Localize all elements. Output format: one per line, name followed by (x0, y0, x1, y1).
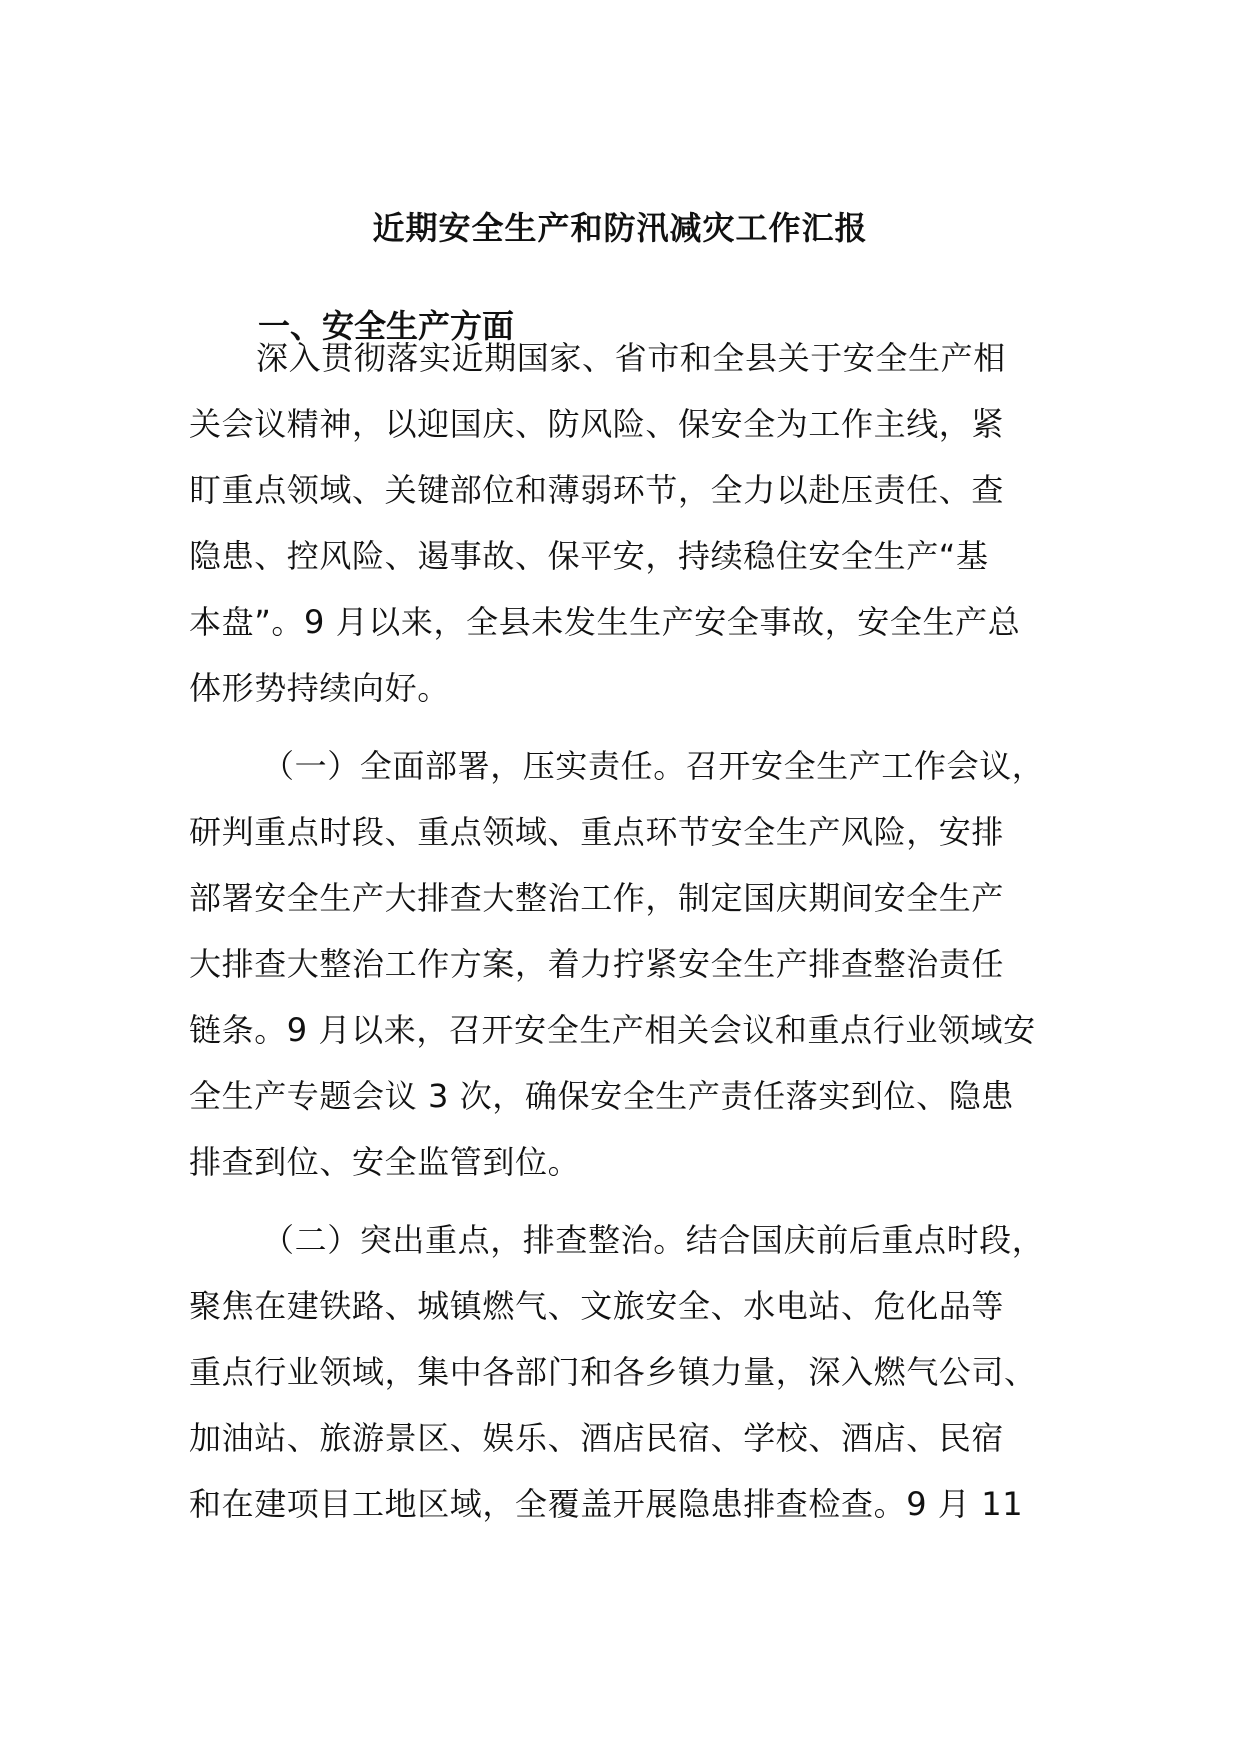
paragraph-1-line: 深入贯彻落实近期国家、省市和全县关于安全生产相 (256, 339, 1006, 377)
paragraph-3-line: 聚焦在建铁路、城镇燃气、文旅安全、水电站、危化品等 (189, 1287, 1005, 1325)
paragraph-1-line: 隐患、控风险、遏事故、保平安，持续稳住安全生产“基 (189, 537, 989, 575)
paragraph-3-line: 重点行业领域，集中各部门和各乡镇力量，深入燃气公司、 (189, 1353, 1037, 1391)
document-title: 近期安全生产和防汛减灾工作汇报 (372, 209, 868, 247)
paragraph-1-line: 关会议精神，以迎国庆、防风险、保安全为工作主线，紧 (189, 405, 1005, 443)
paragraph-3-line: 和在建项目工地区域，全覆盖开展隐患排查检查。9 月 11 (189, 1485, 1024, 1523)
paragraph-2-line: 链条。9 月以来，召开安全生产相关会议和重点行业领域安 (189, 1011, 1036, 1049)
paragraph-2-line: （一）全面部署，压实责任。召开安全生产工作会议， (262, 747, 1045, 785)
paragraph-1-line: 盯重点领域、关键部位和薄弱环节，全力以赴压责任、查 (189, 471, 1005, 509)
paragraph-1-line: 本盘”。9 月以来，全县未发生生产安全事故，安全生产总 (189, 603, 1021, 641)
paragraph-2-line: 大排查大整治工作方案，着力拧紧安全生产排查整治责任 (189, 945, 1005, 983)
paragraph-2-line: 全生产专题会议 3 次，确保安全生产责任落实到位、隐患 (189, 1077, 1014, 1115)
paragraph-3-line: 加油站、旅游景区、娱乐、酒店民宿、学校、酒店、民宿 (189, 1419, 1005, 1457)
section-heading: 一、安全生产方面 (258, 307, 515, 345)
paragraph-2-line: 部署安全生产大排查大整治工作，制定国庆期间安全生产 (189, 879, 1005, 917)
paragraph-1-line: 体形势持续向好。 (189, 669, 450, 707)
paragraph-2-line: 排查到位、安全监管到位。 (189, 1143, 581, 1181)
paragraph-2-line: 研判重点时段、重点领域、重点环节安全生产风险，安排 (189, 813, 1005, 851)
paragraph-3-line: （二）突出重点，排查整治。结合国庆前后重点时段， (262, 1221, 1045, 1259)
